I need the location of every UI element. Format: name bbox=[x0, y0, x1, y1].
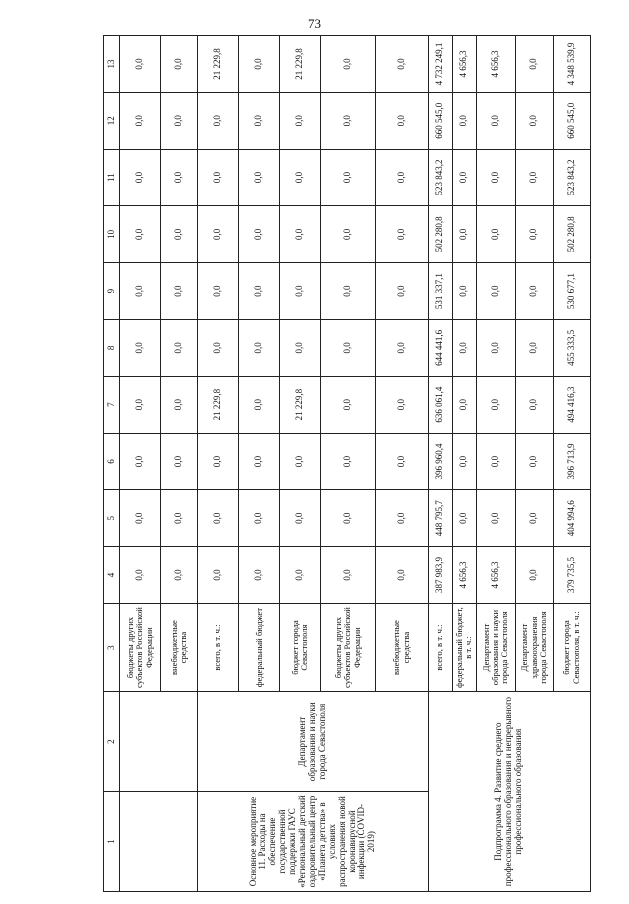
value-cell: 379 735,5 bbox=[553, 547, 590, 604]
value-cell: 21 229,8 bbox=[280, 376, 321, 433]
value-cell: 0,0 bbox=[239, 433, 280, 490]
header-cell: 8 bbox=[104, 319, 120, 376]
value-cell: 0,0 bbox=[161, 547, 198, 604]
value-cell: 0,0 bbox=[375, 263, 428, 320]
funding-source-cell: внебюджетные средства bbox=[375, 603, 428, 691]
value-cell: 0,0 bbox=[161, 433, 198, 490]
value-cell: 387 983,9 bbox=[428, 547, 452, 604]
header-cell: 2 bbox=[104, 692, 120, 792]
value-cell: 4 656,3 bbox=[476, 36, 515, 93]
value-cell: 0,0 bbox=[198, 206, 239, 263]
value-cell: 660 545,0 bbox=[428, 92, 452, 149]
value-cell: 0,0 bbox=[120, 149, 161, 206]
value-cell: 0,0 bbox=[375, 490, 428, 547]
header-cell: 9 bbox=[104, 263, 120, 320]
value-cell: 4 656,3 bbox=[452, 36, 476, 93]
value-cell: 0,0 bbox=[198, 433, 239, 490]
value-cell: 644 441,6 bbox=[428, 319, 452, 376]
value-cell: 0,0 bbox=[321, 433, 375, 490]
value-cell: 0,0 bbox=[198, 490, 239, 547]
value-cell: 531 337,1 bbox=[428, 263, 452, 320]
funding-source-cell: федеральный бюджет bbox=[239, 603, 280, 691]
value-cell: 0,0 bbox=[515, 376, 553, 433]
value-cell: 0,0 bbox=[375, 547, 428, 604]
value-cell: 0,0 bbox=[239, 319, 280, 376]
value-cell: 0,0 bbox=[161, 319, 198, 376]
header-cell: 4 bbox=[104, 547, 120, 604]
value-cell: 0,0 bbox=[198, 92, 239, 149]
header-cell: 5 bbox=[104, 490, 120, 547]
value-cell: 523 843,2 bbox=[428, 149, 452, 206]
value-cell: 0,0 bbox=[515, 92, 553, 149]
value-cell: 0,0 bbox=[239, 149, 280, 206]
value-cell: 0,0 bbox=[515, 149, 553, 206]
value-cell: 0,0 bbox=[280, 92, 321, 149]
value-cell: 404 994,6 bbox=[553, 490, 590, 547]
budget-table bbox=[103, 35, 591, 892]
value-cell: 0,0 bbox=[452, 433, 476, 490]
value-cell: 0,0 bbox=[515, 547, 553, 604]
header-cell: 3 bbox=[104, 603, 120, 691]
value-cell: 21 229,8 bbox=[280, 36, 321, 93]
value-cell: 0,0 bbox=[321, 36, 375, 93]
value-cell: 0,0 bbox=[239, 490, 280, 547]
value-cell: 0,0 bbox=[452, 263, 476, 320]
value-cell: 0,0 bbox=[321, 490, 375, 547]
value-cell: 502 280,8 bbox=[553, 206, 590, 263]
header-cell: 6 bbox=[104, 433, 120, 490]
value-cell: 0,0 bbox=[515, 319, 553, 376]
value-cell: 0,0 bbox=[161, 36, 198, 93]
value-cell: 0,0 bbox=[280, 149, 321, 206]
funding-source-cell: федеральный бюджет, в т. ч.: bbox=[452, 603, 476, 691]
value-cell: 0,0 bbox=[198, 149, 239, 206]
value-cell: 0,0 bbox=[280, 206, 321, 263]
funding-source-cell: всего, в т. ч.: bbox=[428, 603, 452, 691]
header-cell: 7 bbox=[104, 376, 120, 433]
value-cell: 0,0 bbox=[280, 547, 321, 604]
value-cell: 396 713,9 bbox=[553, 433, 590, 490]
value-cell: 0,0 bbox=[321, 547, 375, 604]
header-cell: 1 bbox=[104, 792, 120, 892]
value-cell: 0,0 bbox=[120, 36, 161, 93]
value-cell: 0,0 bbox=[375, 206, 428, 263]
value-cell: 396 960,4 bbox=[428, 433, 452, 490]
value-cell: 4 348 539,9 bbox=[553, 36, 590, 93]
table-row bbox=[120, 36, 161, 892]
value-cell: 0,0 bbox=[239, 376, 280, 433]
value-cell: 0,0 bbox=[321, 149, 375, 206]
value-cell: 4 732 249,1 bbox=[428, 36, 452, 93]
value-cell: 0,0 bbox=[198, 263, 239, 320]
value-cell: 0,0 bbox=[161, 490, 198, 547]
value-cell: 0,0 bbox=[239, 263, 280, 320]
value-cell: 0,0 bbox=[120, 433, 161, 490]
value-cell: 0,0 bbox=[375, 36, 428, 93]
value-cell: 4 656,3 bbox=[476, 547, 515, 604]
value-cell: 0,0 bbox=[476, 433, 515, 490]
value-cell: 0,0 bbox=[476, 263, 515, 320]
value-cell: 0,0 bbox=[239, 36, 280, 93]
value-cell: 0,0 bbox=[515, 490, 553, 547]
value-cell: 0,0 bbox=[452, 319, 476, 376]
value-cell: 0,0 bbox=[321, 319, 375, 376]
value-cell: 0,0 bbox=[515, 206, 553, 263]
funding-source-cell: всего, в т. ч.: bbox=[198, 603, 239, 691]
header-cell: 13 bbox=[104, 36, 120, 93]
value-cell: 660 545,0 bbox=[553, 92, 590, 149]
value-cell: 0,0 bbox=[161, 92, 198, 149]
rotated-table-frame bbox=[103, 35, 591, 892]
value-cell: 0,0 bbox=[321, 376, 375, 433]
value-cell: 0,0 bbox=[239, 92, 280, 149]
value-cell: 0,0 bbox=[120, 376, 161, 433]
funding-source-cell: бюджеты других субъектов Российской Федерации bbox=[321, 603, 375, 691]
funding-source-cell: Департамент здравоохранения города Севастополя bbox=[515, 603, 553, 691]
value-cell: 523 843,2 bbox=[553, 149, 590, 206]
value-cell: 0,0 bbox=[120, 547, 161, 604]
value-cell: 0,0 bbox=[515, 433, 553, 490]
value-cell: 0,0 bbox=[321, 206, 375, 263]
value-cell: 0,0 bbox=[161, 206, 198, 263]
value-cell: 0,0 bbox=[280, 433, 321, 490]
value-cell: 4 656,3 bbox=[452, 547, 476, 604]
value-cell: 0,0 bbox=[239, 206, 280, 263]
value-cell: 0,0 bbox=[515, 36, 553, 93]
funding-source-cell: бюджет города Севастополя, в т. ч.: bbox=[553, 603, 590, 691]
header-cell: 11 bbox=[104, 149, 120, 206]
value-cell: 455 333,5 bbox=[553, 319, 590, 376]
funding-source-cell: Департамент образования и науки города Севастополя bbox=[476, 603, 515, 691]
value-cell: 0,0 bbox=[375, 149, 428, 206]
header-cell: 12 bbox=[104, 92, 120, 149]
value-cell: 0,0 bbox=[198, 547, 239, 604]
value-cell: 0,0 bbox=[476, 319, 515, 376]
value-cell: 0,0 bbox=[120, 490, 161, 547]
page-number: 73 bbox=[308, 16, 321, 31]
value-cell: 0,0 bbox=[476, 490, 515, 547]
table-row bbox=[428, 36, 452, 892]
executor-cell: Департамент образования и науки города Севастополя bbox=[198, 692, 428, 792]
value-cell: 0,0 bbox=[321, 92, 375, 149]
program-cell: Подпрограмма 4. Развитие среднего профессионального образования и непрерывного профессионального образования bbox=[428, 692, 590, 892]
value-cell: 502 280,8 bbox=[428, 206, 452, 263]
value-cell: 0,0 bbox=[198, 319, 239, 376]
value-cell: 494 416,3 bbox=[553, 376, 590, 433]
value-cell: 0,0 bbox=[476, 206, 515, 263]
header-cell: 10 bbox=[104, 206, 120, 263]
value-cell: 21 229,8 bbox=[198, 36, 239, 93]
value-cell: 0,0 bbox=[476, 92, 515, 149]
value-cell: 0,0 bbox=[239, 547, 280, 604]
value-cell: 0,0 bbox=[375, 92, 428, 149]
value-cell: 21 229,8 bbox=[198, 376, 239, 433]
value-cell: 0,0 bbox=[120, 263, 161, 320]
value-cell: 0,0 bbox=[375, 319, 428, 376]
value-cell: 0,0 bbox=[375, 376, 428, 433]
value-cell: 636 061,4 bbox=[428, 376, 452, 433]
value-cell: 0,0 bbox=[375, 433, 428, 490]
value-cell: 0,0 bbox=[280, 490, 321, 547]
value-cell: 0,0 bbox=[452, 376, 476, 433]
value-cell: 0,0 bbox=[120, 319, 161, 376]
funding-source-cell: внебюджетные средства bbox=[161, 603, 198, 691]
value-cell: 0,0 bbox=[515, 263, 553, 320]
value-cell: 0,0 bbox=[280, 319, 321, 376]
value-cell: 0,0 bbox=[161, 149, 198, 206]
value-cell: 0,0 bbox=[452, 490, 476, 547]
value-cell: 0,0 bbox=[476, 149, 515, 206]
value-cell: 530 677,1 bbox=[553, 263, 590, 320]
value-cell: 0,0 bbox=[161, 263, 198, 320]
header-row bbox=[104, 36, 120, 892]
executor-cell bbox=[120, 692, 198, 792]
program-cell bbox=[120, 792, 198, 892]
value-cell: 448 795,7 bbox=[428, 490, 452, 547]
table-row bbox=[198, 36, 239, 892]
value-cell: 0,0 bbox=[120, 206, 161, 263]
value-cell: 0,0 bbox=[120, 92, 161, 149]
funding-source-cell: бюджет города Севастополя bbox=[280, 603, 321, 691]
value-cell: 0,0 bbox=[280, 263, 321, 320]
value-cell: 0,0 bbox=[452, 206, 476, 263]
value-cell: 0,0 bbox=[476, 376, 515, 433]
value-cell: 0,0 bbox=[321, 263, 375, 320]
program-cell: Основное мероприятие 11. Расходы на обеспечение государственной поддержки ГАУС «Региональный детский оздоровительный центр «Планета детства» в условиях распространения новой коронавирусной инфекции (COVID-2019) bbox=[198, 792, 428, 892]
funding-source-cell: бюджеты других субъектов Российской Федерации bbox=[120, 603, 161, 691]
value-cell: 0,0 bbox=[452, 149, 476, 206]
value-cell: 0,0 bbox=[161, 376, 198, 433]
value-cell: 0,0 bbox=[452, 92, 476, 149]
